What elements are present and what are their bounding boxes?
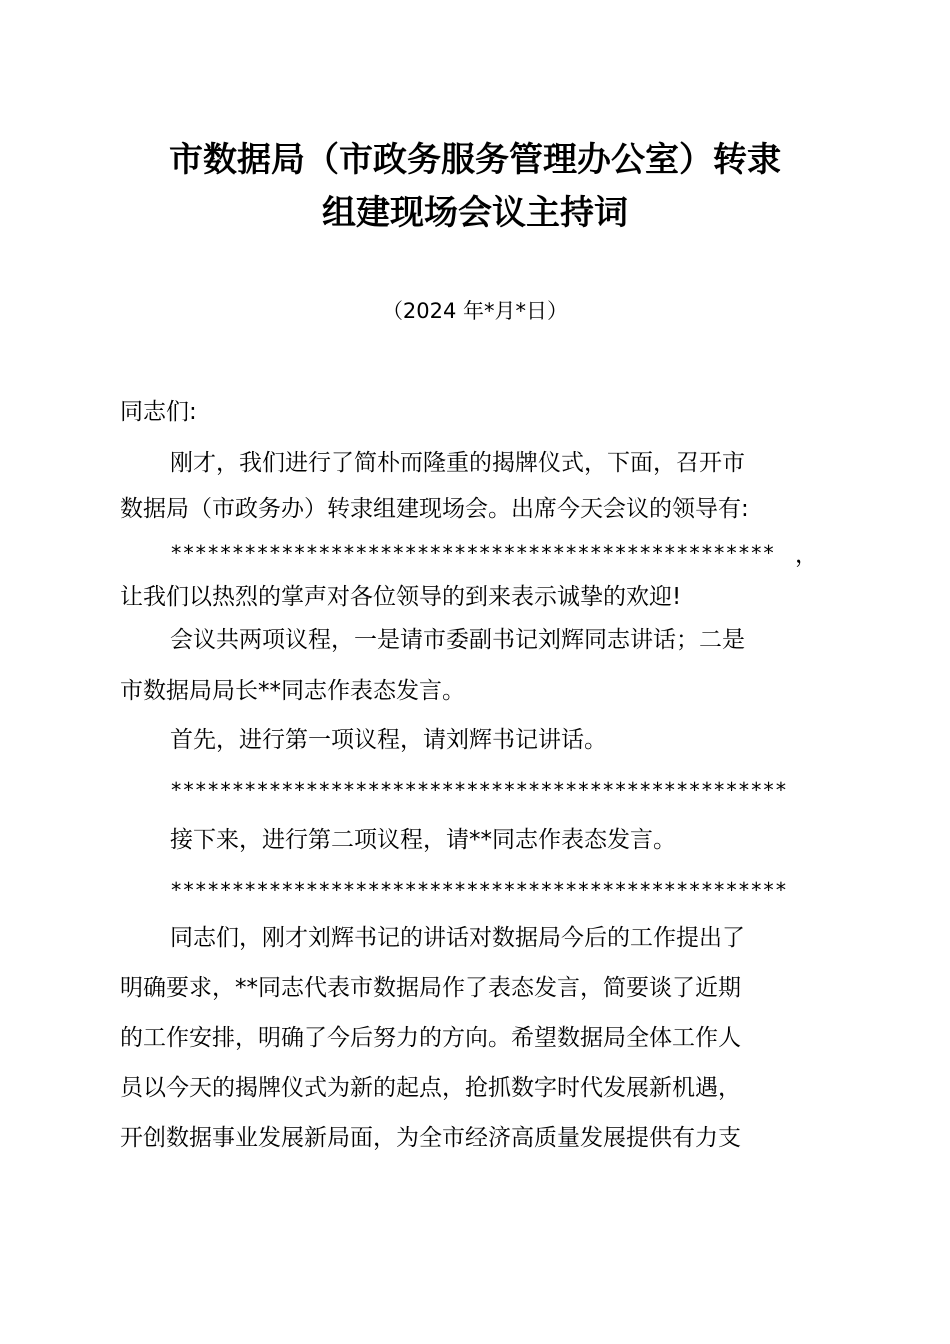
paragraph-5-line-2: 明确要求，**同志代表市数据局作了表态发言，简要谈了近期 <box>120 975 741 1001</box>
paragraph-2-line-2: 市数据局局长**同志作表态发言。 <box>120 678 465 704</box>
paragraph-1-line-2: 数据局（市政务办）转隶组建现场会。出席今天会议的领导有: <box>120 496 749 522</box>
paragraph-1-line-4: 让我们以热烈的掌声对各位领导的到来表示诚挚的欢迎! <box>120 584 682 610</box>
document-date: （2024 年*月*日） <box>381 299 569 323</box>
placeholder-stars-1: ************************************************** <box>170 778 788 802</box>
paragraph-5-line-5: 开创数据事业发展新局面，为全市经济高质量发展提供有力支 <box>120 1125 741 1151</box>
paragraph-2-line-1: 会议共两项议程，一是请市委副书记刘辉同志讲话；二是 <box>170 627 745 653</box>
document-title-line-1: 市数据局（市政务服务管理办公室）转隶 <box>169 140 781 180</box>
paragraph-3-line-1: 首先，进行第一项议程，请刘辉书记讲话。 <box>170 727 607 753</box>
paragraph-1-comma: ， <box>795 542 818 568</box>
paragraph-1-line-1: 刚才，我们进行了简朴而隆重的揭牌仪式，下面，召开市 <box>170 450 745 476</box>
paragraph-5-line-3: 的工作安排，明确了今后努力的方向。希望数据局全体工作人 <box>120 1025 741 1051</box>
salutation: 同志们: <box>120 399 197 425</box>
paragraph-5-line-4: 员以今天的揭牌仪式为新的起点，抢抓数字时代发展新机遇， <box>120 1075 741 1101</box>
paragraph-5-line-1: 同志们，刚才刘辉书记的讲话对数据局今后的工作提出了 <box>170 925 745 951</box>
placeholder-stars-2: ************************************************** <box>170 878 788 902</box>
paragraph-1-placeholder-stars: ************************************************* <box>170 541 775 565</box>
document-title-line-2: 组建现场会议主持词 <box>322 193 628 233</box>
paragraph-4-line-1: 接下来，进行第二项议程，请**同志作表态发言。 <box>170 827 676 853</box>
